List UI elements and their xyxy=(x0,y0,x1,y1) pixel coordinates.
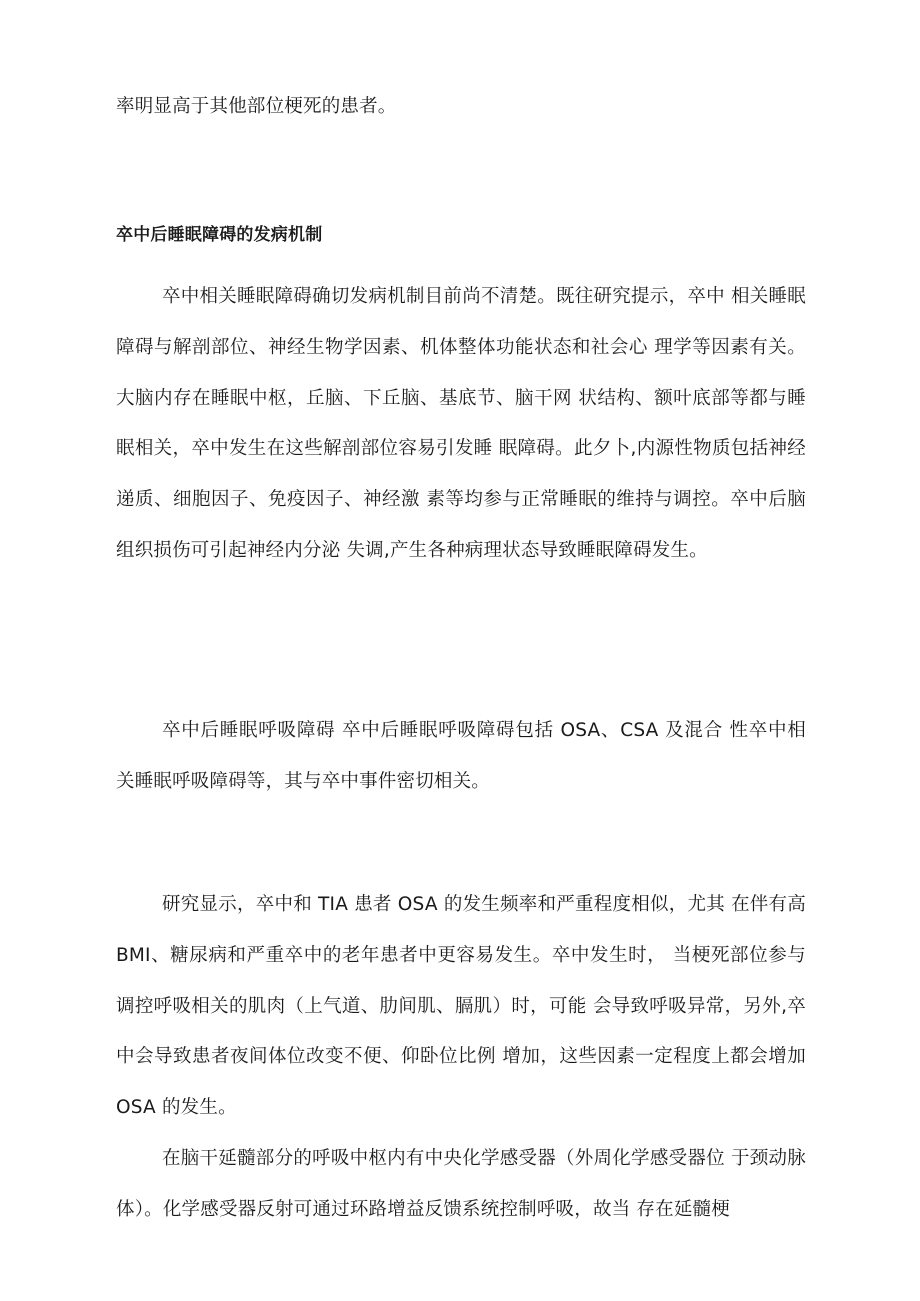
paragraph-osa-study: 研究显示，卒中和 TIA 患者 OSA 的发生频率和严重程度相似，尤其 在伴有高 BMI、糖尿病和严重卒中的老年患者中更容易发生。卒中发生时， 当梗死部位参与调控呼吸相关的肌肉（上气道、肋间肌、膈肌）时，可能 会导致呼吸异常，另外,卒中会导致患者夜间体位改变不便、仰卧位比例 增加，这些因素一定程度上都会增加 OSA 的发生。 xyxy=(116,894,806,1119)
continuation-paragraph: 率明显高于其他部位梗死的患者。 xyxy=(116,96,397,117)
paragraph-sleep-breathing: 卒中后睡眠呼吸障碍 卒中后睡眠呼吸障碍包括 OSA、CSA 及混合 性卒中相关睡眠呼吸障碍等，其与卒中事件密切相关。 xyxy=(116,720,806,792)
paragraph-mechanism: 卒中相关睡眠障碍确切发病机制目前尚不清楚。既往研究提示，卒中 相关睡眠障碍与解剖部位、神经生物学因素、机体整体功能状态和社会心 理学等因素有关。大脑内存在睡眠中枢，丘脑、下丘脑、基底节、脑干网 状结构、额叶底部等都与睡眠相关，卒中发生在这些解剖部位容易引发睡 眠障碍。此夕卜,内源性物质包括神经递质、细胞因子、免疫因子、神经激 素等均参与正常睡眠的维持与调控。卒中后脑组织损伤可引起神经内分泌 失调,产生各种病理状态导致睡眠障碍发生。 xyxy=(116,286,806,561)
section-heading: 卒中后睡眠障碍的发病机制 xyxy=(116,225,323,245)
paragraph-chemoreceptor: 在脑干延髓部分的呼吸中枢内有中央化学感受器（外周化学感受器位 于颈动脉体）。化学感受器反射可通过环路增益反馈系统控制呼吸，故当 存在延髓梗 xyxy=(116,1148,806,1220)
